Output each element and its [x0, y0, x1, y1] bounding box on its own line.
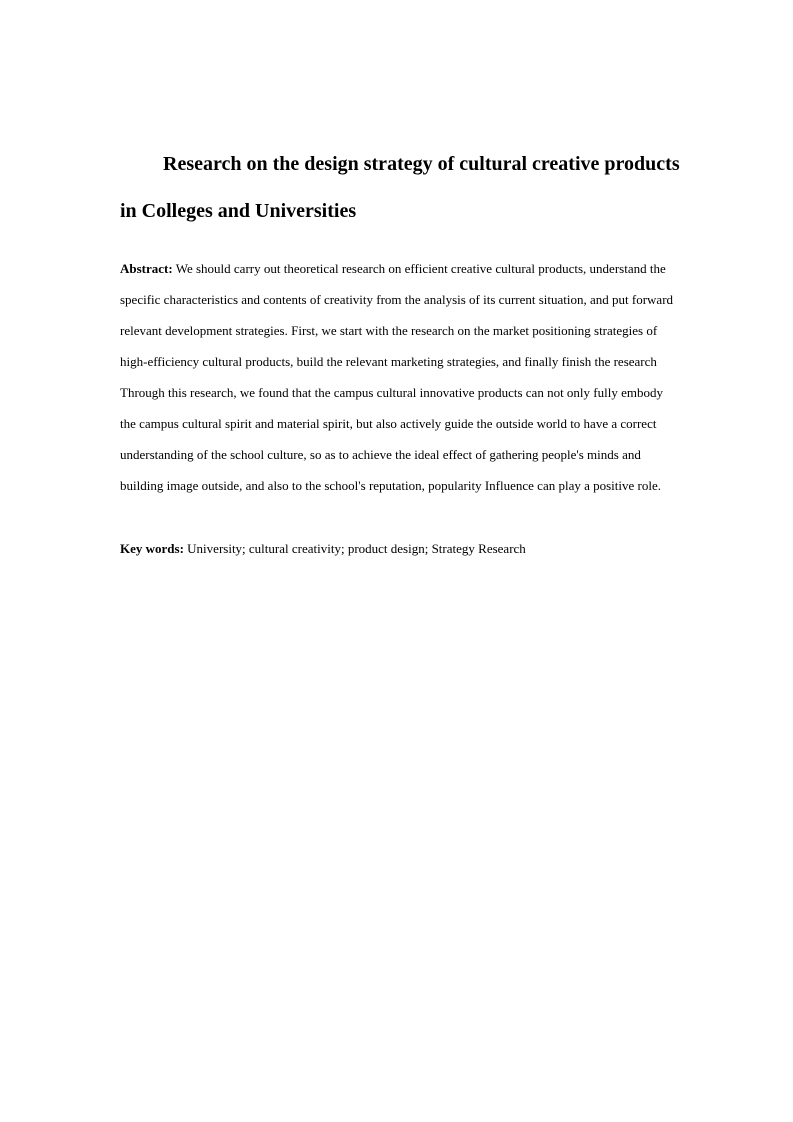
keywords-paragraph	[120, 533, 680, 564]
abstract-paragraph	[120, 253, 680, 501]
keywords-text: University; cultural creativity; product design; Strategy Research	[187, 541, 526, 556]
keywords-label: Key words:	[120, 541, 184, 556]
abstract-text: We should carry out theoretical research on efficient creative cultural products, understand the specific characteristics and contents of creativity from the analysis of its current situation, and put forward relevant development strategies. First, we start with the research on the market positioning strategies of high-efficiency cultural products, build the relevant marketing strategies, and finally finish the research Through this research, we found that the campus cultural innovative products can not only fully embody the campus cultural spirit and material spirit, but also actively guide the outside world to have a correct understanding of the school culture, so as to achieve the ideal effect of gathering people's minds and building image outside, and also to the school's reputation, popularity Influence can play a positive role.	[120, 261, 674, 493]
paper-title: Research on the design strategy of cultural creative products in Colleges and Universities	[120, 153, 680, 222]
abstract-label: Abstract:	[120, 261, 173, 276]
